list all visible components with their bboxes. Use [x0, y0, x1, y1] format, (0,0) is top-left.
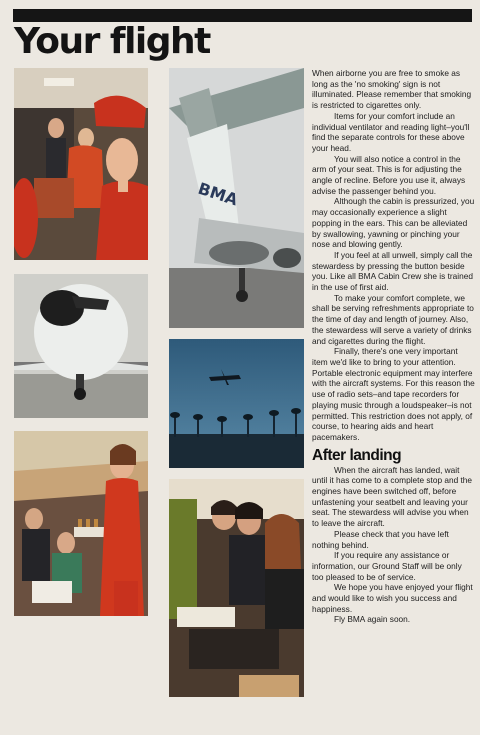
body-text-column [312, 68, 475, 625]
stewardess-in-cabin-photo [14, 68, 148, 260]
aircraft-nose-photo [14, 274, 148, 418]
svg-text:BMA: BMA [195, 178, 241, 210]
aircraft-tail-photo [169, 68, 304, 328]
your-flight-paragraph: Items for your comfort include an individual ventilator and reading light–you'll find the separate controls for these above your head. [312, 110, 470, 153]
your-flight-paragraph: You will also notice a control in the arm of your seat. This is for adjusting the angle of recline. Before you use it, always advise the passenger behind you. [312, 153, 466, 196]
your-flight-paragraph: Finally, there's one very important item we'd like to bring to your attention. Portable electronic equipment may interfere with the aircraft systems. For this reason the use of radio sets–and tape recorders for playing music through a loudspeaker–is not permitted. This restriction does not apply, of course, to hearing aids and heart pacemakers. [312, 346, 475, 442]
after-landing-paragraph: We hope you have enjoyed your flight and would like to wish you success and happiness. [312, 582, 473, 614]
your-flight-paragraph: If you feel at all unwell, simply call the stewardess by pressing the button beside you. Like all BMA Cabin Crew she is trained in the use of first aid. [312, 249, 473, 293]
passengers-seated-photo [169, 479, 304, 697]
after-landing-paragraph: If you require any assistance or information, our Ground Staff will be only too pleased to be of service. [312, 550, 462, 582]
page-title: Your flight [14, 21, 210, 62]
after-landing-paragraph: Fly BMA again soon. [334, 614, 411, 625]
your-flight-paragraph: Although the cabin is pressurized, you may occasionally experience a slight popping in the ears. This can be alleviated by swallowing, yawning or pinching your nose and blowing gently. [312, 196, 475, 250]
after-landing-paragraph: When the aircraft has landed, wait until it has come to a complete stop and the engines have been switched off, before unfastening your seatbelt and leaving your seat. The stewardess will advise you when to leave the aircraft. [312, 464, 473, 529]
aircraft-takeoff-dusk-photo [169, 339, 304, 468]
after-landing-paragraph: Please check that you have left nothing behind. [312, 528, 449, 550]
your-flight-paragraph: When airborne you are free to smoke as long as the 'no smoking' sign is not illuminated. Please remember that smoking is restricted to cigarettes only. [312, 68, 472, 111]
your-flight-paragraph: To make your comfort complete, we shall be serving refreshments appropriate to the time of day and length of journey. Also, the stewardess will serve a variety of drinks and cigarettes during the flight. [312, 292, 474, 346]
stewardess-serving-drinks-photo [14, 431, 148, 616]
after-landing-heading: After landing [312, 446, 402, 464]
